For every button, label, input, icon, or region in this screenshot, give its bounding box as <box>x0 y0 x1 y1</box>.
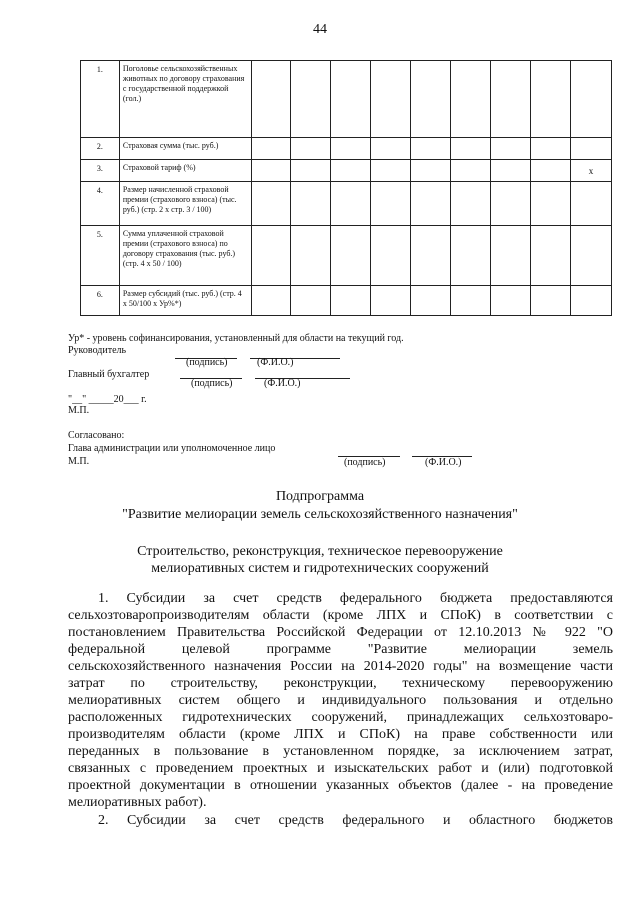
admin-head-label: Глава администрации или уполномоченное лицо <box>68 443 276 454</box>
table-cell <box>371 286 411 316</box>
table-cell <box>331 61 371 138</box>
table-cell <box>331 182 371 226</box>
paragraph-1-line: мелиоративных систем общего и индивидуального пользования и отдельно <box>68 693 613 708</box>
row-number: 5. <box>81 226 120 286</box>
accountant-podpis-caption: (подпись) <box>191 378 233 389</box>
admin-fio-caption: (Ф.И.О.) <box>425 457 462 468</box>
row-label: Поголовье сельскохозяйственных животных по договору страхования с государственной поддержкой (гол.) <box>119 61 251 138</box>
paragraph-1 <box>68 590 613 811</box>
table-cell <box>411 226 451 286</box>
accountant-fio-caption: (Ф.И.О.) <box>264 378 301 389</box>
table-cell <box>371 138 411 160</box>
row-label: Размер начисленной страховой премии (страхового взноса) (тыс. руб.) (стр. 2 х стр. 3 / 100) <box>119 182 251 226</box>
table-cell <box>371 160 411 182</box>
row-label: Страховой тариф (%) <box>119 160 251 182</box>
accountant-label: Главный бухгалтер <box>68 369 150 380</box>
date-line: "__" _____20___ г. <box>68 394 147 405</box>
table-cell <box>371 61 411 138</box>
table-row <box>81 138 612 160</box>
table-cell: х <box>570 160 611 182</box>
table-cell <box>251 182 291 226</box>
table-cell <box>570 286 611 316</box>
insurance-table <box>80 60 612 316</box>
table-cell <box>570 182 611 226</box>
table-cell <box>491 286 531 316</box>
section-title-line-1: Строительство, реконструкция, техническое перевооружение <box>137 544 503 559</box>
table-cell <box>491 182 531 226</box>
table-cell <box>451 182 491 226</box>
table-cell <box>291 226 331 286</box>
table-cell <box>451 286 491 316</box>
row-number: 3. <box>81 160 120 182</box>
head-podpis-caption: (подпись) <box>186 357 228 368</box>
paragraph-1-line: сельхозтоваропроизводителям области (кроме ЛПХ и СПоК) в соответствии с <box>68 608 613 623</box>
table-cell <box>371 226 411 286</box>
paragraph-2-line: 2. Субсидии за счет средств федерального и областного бюджетов <box>98 813 613 828</box>
table-cell <box>411 61 451 138</box>
table-cell <box>251 160 291 182</box>
table-cell <box>251 138 291 160</box>
table-cell <box>530 286 570 316</box>
table-row <box>81 182 612 226</box>
row-label: Сумма уплаченной страховой премии (страхового взноса) по договору страхования (тыс. руб.) (стр. 4 х 50 / 100) <box>119 226 251 286</box>
paragraph-1-line: связанных с проведением проектных и изыскательских работ и (или) подготовкой <box>68 761 613 776</box>
section-title-line-2: мелиоративных систем и гидротехнических сооружений <box>151 561 489 576</box>
table-row <box>81 160 612 182</box>
table-cell <box>331 160 371 182</box>
table-cell <box>411 160 451 182</box>
paragraph-1-line: проектной документации в отношении указанных объектов (далее - на проведение <box>68 778 613 793</box>
table-cell <box>530 160 570 182</box>
table-cell <box>331 138 371 160</box>
table-cell <box>291 182 331 226</box>
table-cell <box>411 182 451 226</box>
table-cell <box>291 138 331 160</box>
row-number: 6. <box>81 286 120 316</box>
table-cell <box>530 138 570 160</box>
table-row <box>81 286 612 316</box>
paragraph-2 <box>68 812 613 829</box>
row-number: 4. <box>81 182 120 226</box>
table-cell <box>530 226 570 286</box>
footnote: Ур* - уровень софинансирования, установленный для области на текущий год. <box>68 333 404 344</box>
admin-podpis-caption: (подпись) <box>344 457 386 468</box>
row-number: 1. <box>81 61 120 138</box>
paragraph-1-line: федеральной целевой программе "Развитие мелиорации земель <box>68 642 613 657</box>
table-cell <box>451 138 491 160</box>
table-cell <box>291 61 331 138</box>
row-label: Размер субсидий (тыс. руб.) (стр. 4 х 50/100 х Ур%*) <box>119 286 251 316</box>
subprogram-title: Подпрограмма <box>275 489 365 504</box>
table-cell <box>331 226 371 286</box>
paragraph-1-line: производителям области (кроме ЛПХ и СПоК) на праве собственности или <box>68 727 613 742</box>
table-row <box>81 61 612 138</box>
table-cell <box>371 182 411 226</box>
table-cell <box>530 182 570 226</box>
table-cell <box>530 61 570 138</box>
table-row <box>81 226 612 286</box>
row-label: Страховая сумма (тыс. руб.) <box>119 138 251 160</box>
paragraph-1-line: 1. Субсидии за счет средств федерального бюджета предоставляются <box>98 591 613 606</box>
stamp-mp-1: М.П. <box>68 405 90 416</box>
table-cell <box>451 160 491 182</box>
stamp-mp-2: М.П. <box>68 456 90 467</box>
table-cell <box>411 286 451 316</box>
agreed-label: Согласовано: <box>68 430 125 441</box>
paragraph-1-line: постановлением Правительства Российской Федерации от 12.10.2013 № 922 "О <box>68 625 613 640</box>
table-cell <box>570 226 611 286</box>
head-label: Руководитель <box>68 345 127 356</box>
table-cell <box>491 61 531 138</box>
table-cell <box>411 138 451 160</box>
table-cell <box>251 286 291 316</box>
row-number: 2. <box>81 138 120 160</box>
table-cell <box>491 138 531 160</box>
head-fio-caption: (Ф.И.О.) <box>257 357 294 368</box>
table-cell <box>451 61 491 138</box>
table-cell <box>570 138 611 160</box>
paragraph-1-line: затрат по строительству, реконструкции, техническому перевооружению <box>68 676 613 691</box>
paragraph-1-line: сельскохозяйственного назначения России на 2014-2020 годы" на возмещение части <box>68 659 613 674</box>
subprogram-name: "Развитие мелиорации земель сельскохозяйственного назначения" <box>122 507 518 522</box>
table-cell <box>251 61 291 138</box>
table-cell <box>251 226 291 286</box>
paragraph-1-line: расположенных гидротехнических сооружений, принадлежащих сельхозтоваро- <box>68 710 613 725</box>
table-cell <box>291 160 331 182</box>
paragraph-1-line: мелиоративных работ). <box>68 795 207 810</box>
table-cell <box>491 226 531 286</box>
table-cell <box>291 286 331 316</box>
table-cell <box>570 61 611 138</box>
page-number: 44 <box>313 22 327 37</box>
table-cell <box>451 226 491 286</box>
table-cell <box>331 286 371 316</box>
paragraph-1-line: переданных в пользование в установленном порядке, за исключением затрат, <box>68 744 613 759</box>
table-cell <box>491 160 531 182</box>
